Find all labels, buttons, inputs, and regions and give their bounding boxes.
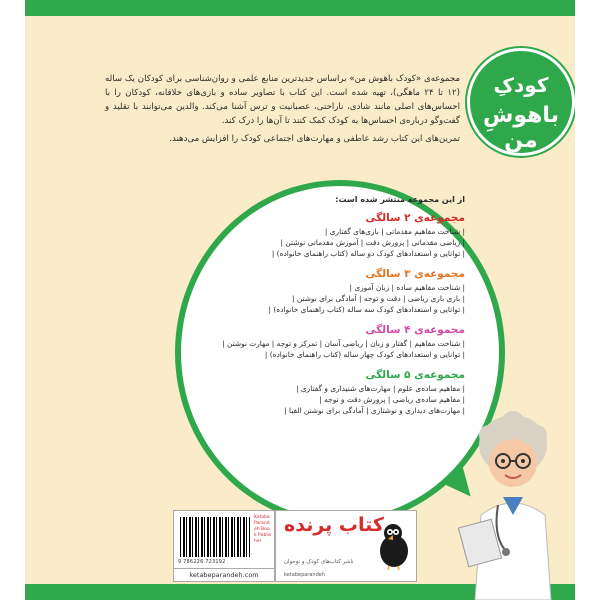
series-logo: [467, 48, 575, 156]
series-item-line: | توانایی و استعدادهای کودک سه ساله (کتاب راهنمای خانواده) |: [268, 305, 465, 314]
series-item-line: | شناخت مفاهیم مقدماتی | بازی‌های گفتاری |: [324, 227, 465, 236]
intro-paragraph-2: تمرین‌های این کتاب رشد عاطفی و مهارت‌های اجتماعی کودک را افزایش می‌دهند.: [169, 134, 460, 144]
series-item-line: | شناخت مفاهیم | گفتار و زبان | ریاضی آسان | تمرکز و توجه | مهارت نوشتن |: [222, 339, 465, 348]
series-list-intro: از این مجموعه منتشر شده است:: [335, 195, 465, 204]
publisher-social-handle: ketabeparandeh: [284, 572, 326, 578]
publisher-panel: [275, 510, 417, 582]
logo-line-2: باهوشِ من: [483, 103, 559, 153]
series-3-years: [225, 268, 465, 315]
series-title: مجموعه‌ی ۲ سالگی: [365, 212, 465, 224]
intro-text: [105, 72, 460, 150]
series-item-line: | توانایی و استعدادهای کودک چهار ساله (کتاب راهنمای خانواده) |: [264, 350, 465, 359]
series-4-years: [222, 324, 465, 360]
series-title: مجموعه‌ی ۳ سالگی: [365, 268, 465, 280]
series-item-line: | توانایی و استعدادهای کودک دو ساله (کتاب راهنمای خانواده) |: [271, 249, 465, 258]
top-green-band: [25, 0, 575, 16]
series-title: مجموعه‌ی ۵ سالگی: [365, 369, 465, 381]
series-item-line: | مهارت‌های دیداری و نوشتاری | آمادگی برای نوشتن الفبا |: [284, 406, 465, 415]
book-back-cover: [25, 0, 575, 600]
series-item-line: | ریاضی مقدماتی | پرورش دقت | آموزش مقدماتی نوشتن |: [280, 238, 465, 247]
barcode-icon: [180, 517, 250, 557]
publisher-subtitle: ناشر کتاب‌های کودک و نوجوان: [284, 559, 354, 565]
series-item-line: | مفاهیم ساده‌ی ریاضی | پرورش دقت و توجه |: [319, 395, 465, 404]
series-item-line: | مفاهیم ساده‌ی علوم | مهارت‌های شنیداری و گفتاری |: [296, 384, 465, 393]
intro-paragraph-1: مجموعه‌ی «کودک باهوش من» براساس جدیدترین منابع علمی و روان‌شناسی برای کودکان یک ساله (۱۲ تا ۲۴ ماهگی)، تهیه شده است. این کتاب با تصاویر ساده و بازی‌های خلاقانه، کودکان را با احساس‌های اصلی مانند شادی، ناراحتی، عصبانیت و ترس آشنا می‌کند. والدین می‌توانند با تقلید و گفت‌وگو درباره‌ی احساس‌ها به کودک کمک کنند تا آن‌ها را درک کند.: [105, 74, 460, 126]
publisher-english-name: Ketabe Parandeh Book Publisher: [254, 515, 272, 544]
barcode-panel: [173, 510, 275, 582]
crow-mascot-icon: [374, 521, 412, 571]
logo-line-1: کودکِ: [493, 73, 549, 97]
publisher-logo-text: کتاب پرنده: [284, 514, 384, 536]
doctor-character-icon: [453, 405, 573, 600]
series-5-years: [225, 369, 465, 416]
series-item-line: | بازی بازی ریاضی | دقت و توجه | آمادگی برای نوشتن |: [292, 294, 465, 303]
series-list: [222, 195, 465, 425]
series-item-line: | شناخت مفاهیم ساده | زبان آموزی |: [349, 283, 465, 292]
publisher-website: ketabeparandeh.com: [174, 568, 274, 581]
series-title: مجموعه‌ی ۴ سالگی: [365, 324, 465, 336]
series-2-years: [225, 212, 465, 259]
isbn-number: 9 786226 723192: [178, 559, 226, 565]
